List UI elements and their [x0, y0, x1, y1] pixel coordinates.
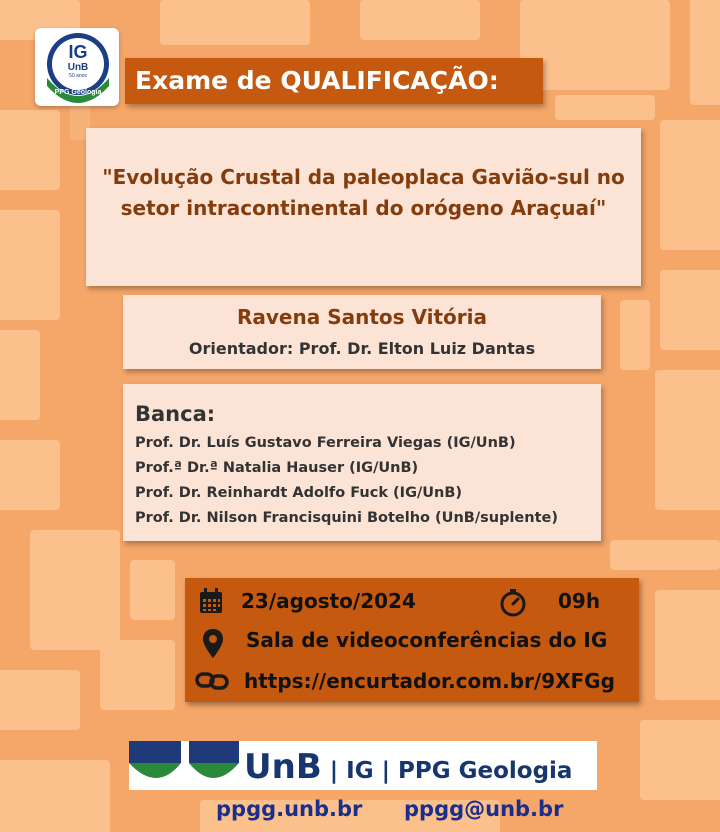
logo-ig-text: IG [68, 42, 88, 62]
logo-emblem [35, 28, 119, 106]
clock-icon [498, 588, 528, 618]
committee-member: Prof.ª Dr.ª Natalia Hauser (IG/UnB) [135, 460, 419, 476]
event-date: 23/agosto/2024 [241, 589, 416, 613]
thesis-title-line-1: "Evolução Crustal da paleoplaca Gavião-sul no [102, 165, 625, 189]
ig-unb-logo [35, 28, 119, 106]
logo-anniversary-text: 50 anos [69, 73, 87, 79]
logo-ribbon-text: PPG Geologia [54, 89, 102, 96]
thesis-title-panel [86, 128, 641, 286]
event-time: 09h [558, 589, 601, 613]
advisor: Orientador: Prof. Dr. Elton Luiz Dantas [188, 339, 536, 358]
candidate-name: Ravena Santos Vitória [237, 305, 487, 329]
brand-unb: UnB [244, 747, 322, 787]
logo-unb-text: UnB [67, 62, 89, 73]
footer-website[interactable]: ppgg.unb.br [216, 797, 363, 821]
calendar-icon [198, 587, 224, 615]
committee-member: Prof. Dr. Reinhardt Adolfo Fuck (IG/UnB) [135, 485, 463, 501]
thesis-title-line-2: setor intracontinental do orógeno Araçuaí" [120, 196, 607, 220]
candidate-panel [123, 295, 601, 369]
committee-list [135, 431, 601, 531]
brand-text [244, 741, 572, 790]
committee-heading: Banca: [135, 402, 216, 426]
committee-member: Prof. Dr. Nilson Francisquini Botelho (UnB/suplente) [135, 510, 558, 526]
unb-flag-logo [129, 741, 239, 790]
exam-header: Exame de QUALIFICAÇÃO: [125, 58, 543, 104]
link-icon [195, 670, 229, 692]
event-location: Sala de videoconferências do IG [246, 628, 608, 652]
brand-rest: | IG | PPG Geologia [321, 758, 573, 784]
unb-brand-bar [129, 741, 597, 790]
committee-panel [123, 384, 601, 541]
location-pin-icon [202, 628, 224, 660]
event-link[interactable]: https://encurtador.com.br/9XFGg [244, 669, 615, 693]
committee-member: Prof. Dr. Luís Gustavo Ferreira Viegas (IG/UnB) [135, 435, 516, 451]
thesis-title [86, 162, 641, 224]
event-info-panel [185, 578, 639, 702]
footer-email[interactable]: ppgg@unb.br [404, 797, 564, 821]
